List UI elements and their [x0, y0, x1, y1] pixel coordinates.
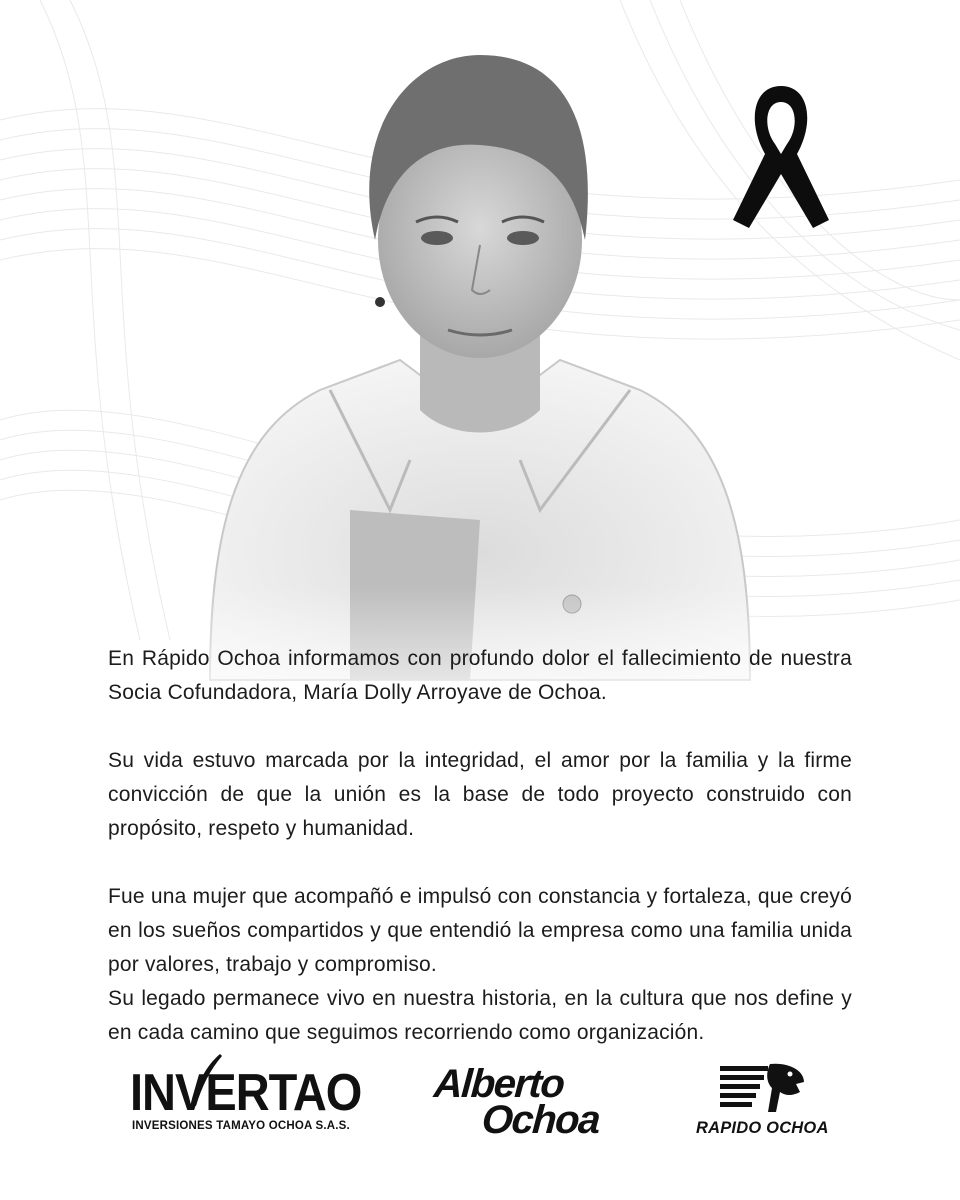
announcement-paragraph-3: Fue una mujer que acompañó e impulsó con constancia y fortaleza, que creyó en los sueños compartidos y que entendió la empresa como una familia unida por valores, trabajo y compromiso.: [108, 885, 852, 976]
mourning-ribbon-icon: [725, 82, 837, 232]
alberto-ochoa-line-1: Alberto: [432, 1062, 566, 1106]
eagle-emblem-icon: [718, 1062, 808, 1114]
announcement-text: [108, 642, 852, 1050]
invertao-logo: [130, 1052, 362, 1142]
announcement-paragraph-2: Su vida estuvo marcada por la integridad, el amor por la familia y la firme convicción de que la unión es la base de todo proyecto construido con propósito, respeto y humanidad.: [108, 749, 852, 840]
rapido-ochoa-name: RAPIDO OCHOA: [696, 1119, 829, 1137]
invertao-name: INVERTAO: [130, 1062, 362, 1122]
alberto-ochoa-line-2: Ochoa: [480, 1098, 601, 1142]
invertao-subtitle: INVERSIONES TAMAYO OCHOA S.A.S.: [132, 1120, 350, 1132]
portrait-photo: [180, 40, 780, 740]
announcement-paragraph-1: En Rápido Ochoa informamos con profundo dolor el fallecimiento de nuestra Socia Cofundadora, María Dolly Arroyave de Ochoa.: [108, 647, 852, 704]
announcement-paragraph-4: Su legado permanece vivo en nuestra historia, en la cultura que nos define y en cada camino que seguimos recorriendo como organización.: [108, 987, 852, 1044]
rapido-ochoa-logo: [692, 1062, 842, 1142]
alberto-ochoa-logo: [432, 1060, 612, 1140]
